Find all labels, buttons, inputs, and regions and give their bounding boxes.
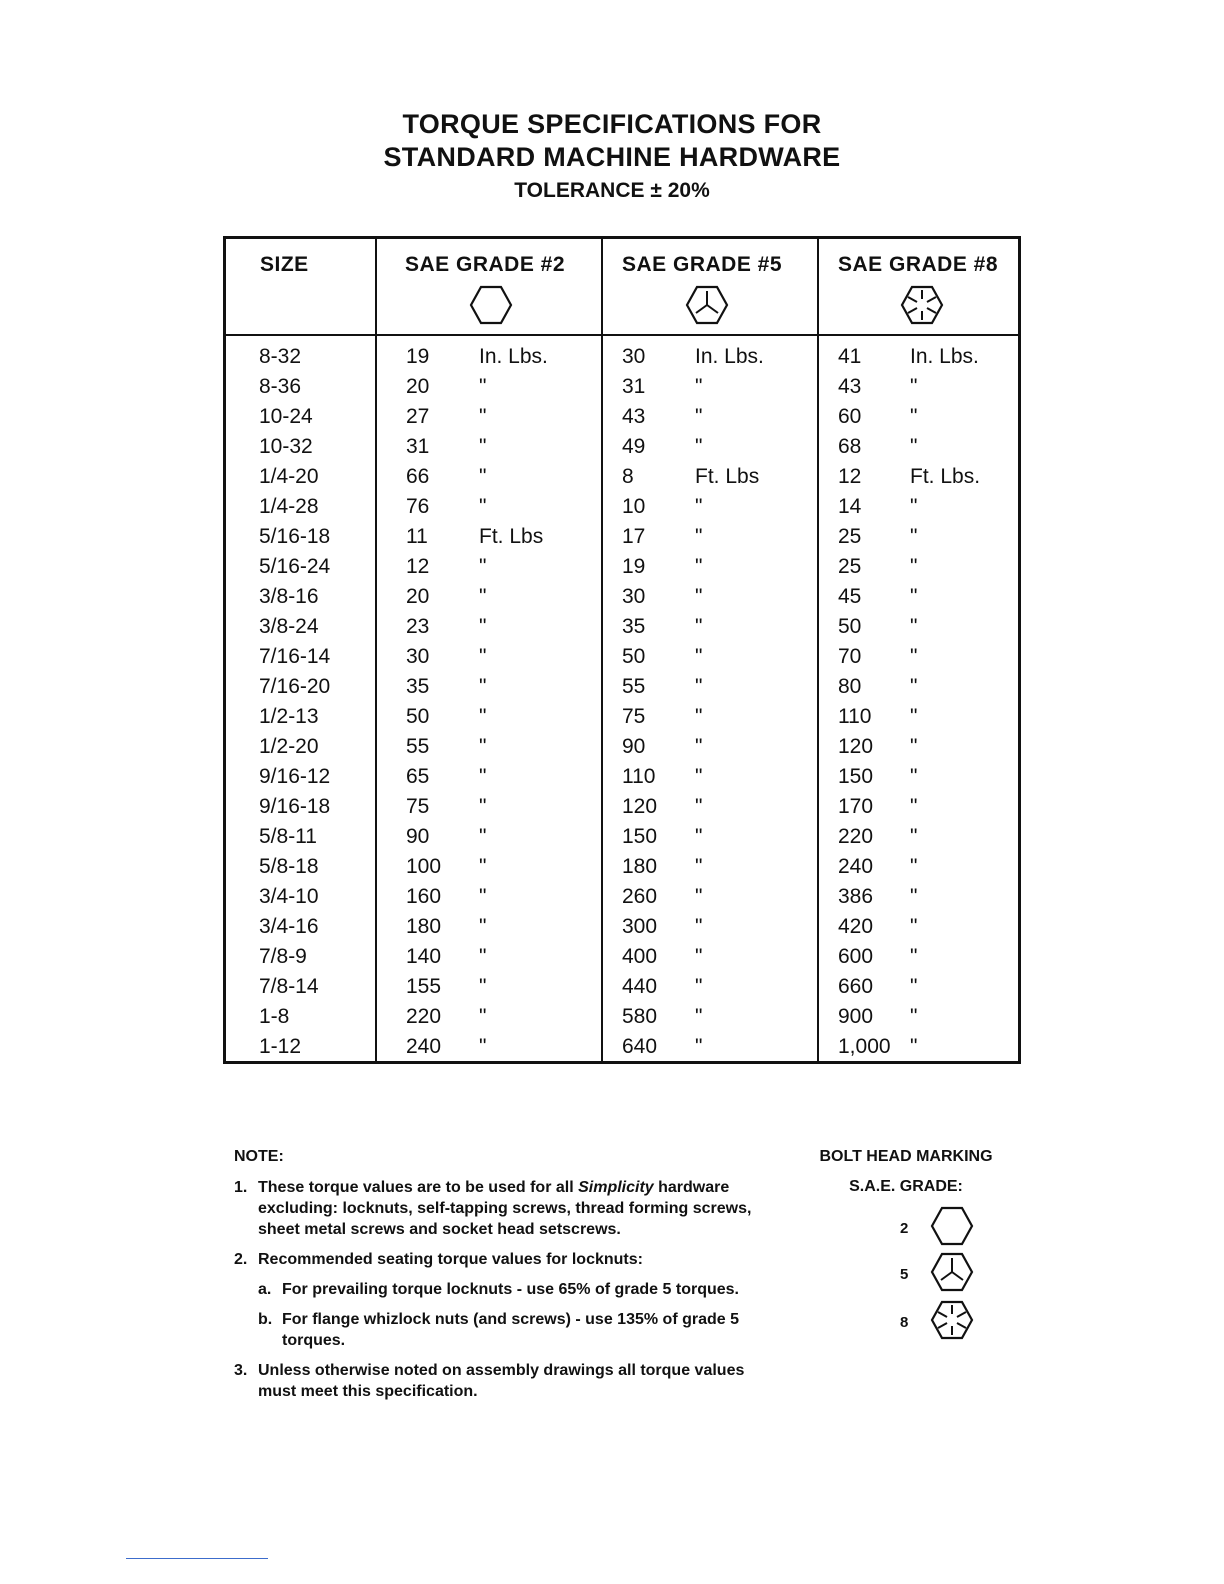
hexagon-three-line-icon: [930, 1252, 974, 1292]
table-row: [226, 794, 1018, 824]
grade-5-value: 580: [622, 1005, 658, 1028]
grade-5-value: 31: [622, 375, 646, 398]
size-cell: 8-36: [259, 375, 302, 398]
size-cell: 10-24: [259, 405, 313, 428]
table-row: [226, 764, 1018, 794]
footer-rule: [126, 1558, 268, 1559]
grade-2-value: 160: [406, 885, 442, 908]
brand-name: Simplicity: [578, 1179, 654, 1196]
note-3: [234, 1360, 774, 1402]
grade-5-unit: ": [695, 645, 703, 668]
grade-8-unit: ": [910, 855, 918, 878]
table-row: [226, 824, 1018, 854]
hexagon-plain-icon: [469, 285, 513, 325]
marking-grade-2: [796, 1206, 1016, 1252]
grade-2-value: 90: [406, 825, 430, 848]
note-number: 1.: [234, 1179, 248, 1196]
grade-8-unit: ": [910, 975, 918, 998]
header-grade-5: SAE GRADE #5: [622, 253, 783, 276]
size-cell: 8-32: [259, 345, 302, 368]
note-number: a.: [258, 1281, 272, 1298]
grade-label: 2: [900, 1220, 909, 1237]
size-cell: 5/16-18: [259, 525, 331, 548]
grade-2-unit: ": [479, 675, 487, 698]
grade-2-value: 20: [406, 585, 430, 608]
grade-8-unit: ": [910, 495, 918, 518]
grade-8-value: 240: [838, 855, 874, 878]
note-number: b.: [258, 1311, 273, 1328]
size-cell: 5/8-11: [259, 825, 317, 848]
table-row: [226, 974, 1018, 1004]
grade-2-unit: Ft. Lbs: [479, 525, 544, 548]
header-grade-2: SAE GRADE #2: [405, 253, 566, 276]
grade-8-unit: ": [910, 885, 918, 908]
hexagon-six-line-icon: [900, 285, 944, 325]
note-number: 2.: [234, 1251, 248, 1268]
grade-5-unit: ": [695, 675, 703, 698]
size-cell: 1-12: [259, 1035, 302, 1058]
table-row: [226, 464, 1018, 494]
grade-5-unit: ": [695, 495, 703, 518]
title-line-2: STANDARD MACHINE HARDWARE: [383, 142, 841, 172]
grade-5-value: 30: [622, 585, 646, 608]
grade-8-unit: ": [910, 585, 918, 608]
marking-grade-8: [796, 1300, 1016, 1346]
size-cell: 3/8-24: [259, 615, 319, 638]
table-row: [226, 854, 1018, 884]
grade-8-unit: ": [910, 915, 918, 938]
size-cell: 9/16-12: [259, 765, 331, 788]
grade-5-value: 43: [622, 405, 646, 428]
notes-heading: NOTE:: [234, 1148, 284, 1165]
grade-8-value: 41: [838, 345, 862, 368]
grade-8-value: 68: [838, 435, 862, 458]
grade-8-value: 120: [838, 735, 874, 758]
grade-8-unit: ": [910, 675, 918, 698]
grade-2-unit: ": [479, 495, 487, 518]
table-row: [226, 404, 1018, 434]
grade-2-unit: ": [479, 885, 487, 908]
size-cell: 7/8-14: [259, 975, 319, 998]
grade-5-value: 30: [622, 345, 646, 368]
grade-8-unit: ": [910, 705, 918, 728]
grade-2-unit: ": [479, 585, 487, 608]
grade-2-unit: ": [479, 615, 487, 638]
grade-8-value: 25: [838, 525, 862, 548]
grade-8-unit: Ft. Lbs.: [910, 465, 981, 488]
grade-5-value: 17: [622, 525, 646, 548]
grade-5-value: 8: [622, 465, 634, 488]
grade-2-unit: In. Lbs.: [479, 345, 548, 368]
grade-2-value: 220: [406, 1005, 442, 1028]
grade-8-unit: ": [910, 555, 918, 578]
grade-8-value: 600: [838, 945, 874, 968]
grade-8-value: 25: [838, 555, 862, 578]
grade-8-value: 660: [838, 975, 874, 998]
table-row: [226, 434, 1018, 464]
hexagon-three-line-icon: [685, 285, 729, 325]
grade-2-value: 100: [406, 855, 442, 878]
size-cell: 3/4-16: [259, 915, 319, 938]
grade-2-value: 65: [406, 765, 430, 788]
note-1: [234, 1177, 774, 1240]
note-text: Unless otherwise noted on assembly drawings all torque values must meet this specification.: [258, 1362, 745, 1400]
size-cell: 1/4-28: [259, 495, 319, 518]
grade-5-unit: ": [695, 525, 703, 548]
table-row: [226, 644, 1018, 674]
header-grade-8: SAE GRADE #8: [838, 253, 999, 276]
table-row: [226, 614, 1018, 644]
size-cell: 3/8-16: [259, 585, 319, 608]
marking-grade-5: [796, 1252, 1016, 1298]
note-2a: [234, 1279, 774, 1300]
grade-5-unit: ": [695, 915, 703, 938]
grade-2-value: 19: [406, 345, 430, 368]
grade-8-value: 45: [838, 585, 862, 608]
grade-2-unit: ": [479, 975, 487, 998]
grade-5-value: 120: [622, 795, 658, 818]
grade-5-value: 300: [622, 915, 658, 938]
grade-8-value: 170: [838, 795, 874, 818]
grade-5-unit: ": [695, 1035, 703, 1058]
grade-8-unit: ": [910, 645, 918, 668]
tolerance-label: TOLERANCE ± 20%: [514, 179, 710, 202]
grade-8-value: 60: [838, 405, 862, 428]
grade-8-value: 14: [838, 495, 862, 518]
grade-5-value: 440: [622, 975, 658, 998]
grade-5-unit: ": [695, 585, 703, 608]
table-row: [226, 734, 1018, 764]
note-2b: [234, 1309, 774, 1351]
table-row: [226, 944, 1018, 974]
size-cell: 1/2-13: [259, 705, 319, 728]
grade-8-value: 12: [838, 465, 862, 488]
grade-8-value: 1,000: [838, 1035, 891, 1058]
grade-5-unit: ": [695, 945, 703, 968]
grade-8-unit: In. Lbs.: [910, 345, 979, 368]
grade-2-value: 75: [406, 795, 430, 818]
marking-subtitle: S.A.E. GRADE:: [849, 1178, 963, 1195]
grade-2-unit: ": [479, 915, 487, 938]
grade-5-unit: ": [695, 1005, 703, 1028]
note-text: These torque values are to be used for all: [258, 1179, 579, 1196]
table-row: [226, 584, 1018, 614]
grade-5-unit: ": [695, 705, 703, 728]
table-row: [226, 524, 1018, 554]
notes-section: [234, 1146, 774, 1411]
grade-2-value: 11: [406, 525, 428, 548]
grade-2-unit: ": [479, 825, 487, 848]
size-cell: 1-8: [259, 1005, 290, 1028]
grade-2-unit: ": [479, 705, 487, 728]
grade-2-value: 23: [406, 615, 430, 638]
grade-2-unit: ": [479, 405, 487, 428]
document-title: [0, 108, 1224, 206]
grade-8-unit: ": [910, 945, 918, 968]
table-row: [226, 554, 1018, 584]
grade-8-unit: ": [910, 405, 918, 428]
size-cell: 9/16-18: [259, 795, 331, 818]
size-cell: 10-32: [259, 435, 313, 458]
grade-2-unit: ": [479, 375, 487, 398]
grade-8-value: 150: [838, 765, 874, 788]
grade-label: 5: [900, 1266, 909, 1283]
table-body: [226, 344, 1018, 1064]
grade-2-value: 50: [406, 705, 430, 728]
size-cell: 1/4-20: [259, 465, 319, 488]
hexagon-six-line-icon: [930, 1300, 974, 1340]
grade-8-value: 220: [838, 825, 874, 848]
grade-8-unit: ": [910, 615, 918, 638]
grade-2-value: 155: [406, 975, 442, 998]
grade-5-unit: ": [695, 615, 703, 638]
bolt-head-marking-legend: [796, 1146, 1016, 1331]
grade-5-value: 180: [622, 855, 658, 878]
grade-5-value: 19: [622, 555, 646, 578]
grade-5-unit: ": [695, 405, 703, 428]
grade-8-unit: ": [910, 1035, 918, 1058]
grade-2-value: 140: [406, 945, 442, 968]
grade-2-value: 20: [406, 375, 430, 398]
grade-8-unit: ": [910, 825, 918, 848]
grade-2-unit: ": [479, 945, 487, 968]
table-row: [226, 374, 1018, 404]
table-header-row: [226, 239, 1018, 336]
table-row: [226, 914, 1018, 944]
grade-8-unit: ": [910, 795, 918, 818]
size-cell: 5/8-18: [259, 855, 319, 878]
grade-2-unit: ": [479, 765, 487, 788]
grade-8-unit: ": [910, 735, 918, 758]
grade-5-unit: ": [695, 735, 703, 758]
grade-5-value: 75: [622, 705, 646, 728]
grade-2-value: 55: [406, 735, 430, 758]
table-row: [226, 1004, 1018, 1034]
grade-2-value: 180: [406, 915, 442, 938]
torque-table: [223, 236, 1021, 1064]
grade-2-value: 31: [406, 435, 430, 458]
grade-5-value: 49: [622, 435, 646, 458]
note-text: hardware excluding: locknuts, self-tapping screws, thread forming screws, sheet metal screws and socket head setscrews.: [258, 1179, 752, 1238]
grade-8-value: 50: [838, 615, 862, 638]
grade-5-unit: ": [695, 375, 703, 398]
grade-8-unit: ": [910, 375, 918, 398]
grade-5-value: 640: [622, 1035, 658, 1058]
grade-5-unit: In. Lbs.: [695, 345, 764, 368]
grade-8-unit: ": [910, 525, 918, 548]
grade-2-unit: ": [479, 555, 487, 578]
grade-8-unit: ": [910, 435, 918, 458]
marking-title: BOLT HEAD MARKING: [819, 1148, 993, 1165]
table-row: [226, 884, 1018, 914]
grade-2-value: 76: [406, 495, 430, 518]
grade-8-value: 43: [838, 375, 862, 398]
grade-5-unit: ": [695, 885, 703, 908]
grade-8-value: 900: [838, 1005, 874, 1028]
grade-5-unit: ": [695, 765, 703, 788]
grade-2-unit: ": [479, 465, 487, 488]
grade-5-value: 50: [622, 645, 646, 668]
hexagon-plain-icon: [930, 1206, 974, 1246]
grade-2-value: 35: [406, 675, 430, 698]
note-text: For flange whizlock nuts (and screws) - use 135% of grade 5 torques.: [282, 1311, 739, 1349]
grade-5-unit: ": [695, 435, 703, 458]
table-row: [226, 344, 1018, 374]
note-2: [234, 1249, 774, 1270]
grade-5-unit: ": [695, 795, 703, 818]
grade-8-value: 80: [838, 675, 862, 698]
grade-8-unit: ": [910, 1005, 918, 1028]
grade-2-value: 66: [406, 465, 430, 488]
table-row: [226, 1034, 1018, 1064]
grade-5-unit: ": [695, 975, 703, 998]
grade-2-unit: ": [479, 735, 487, 758]
grade-8-unit: ": [910, 765, 918, 788]
size-cell: 3/4-10: [259, 885, 319, 908]
grade-2-value: 30: [406, 645, 430, 668]
table-row: [226, 494, 1018, 524]
grade-8-value: 110: [838, 705, 872, 728]
grade-5-value: 55: [622, 675, 646, 698]
grade-5-value: 260: [622, 885, 658, 908]
table-row: [226, 674, 1018, 704]
grade-8-value: 420: [838, 915, 874, 938]
grade-5-value: 10: [622, 495, 646, 518]
grade-2-unit: ": [479, 1035, 487, 1058]
size-cell: 7/16-20: [259, 675, 331, 698]
title-line-1: TORQUE SPECIFICATIONS FOR: [402, 109, 822, 139]
grade-5-value: 110: [622, 765, 656, 788]
size-cell: 7/8-9: [259, 945, 307, 968]
grade-label: 8: [900, 1314, 909, 1331]
note-text: For prevailing torque locknuts - use 65% of grade 5 torques.: [282, 1281, 739, 1298]
grade-5-value: 150: [622, 825, 658, 848]
grade-5-value: 35: [622, 615, 646, 638]
note-number: 3.: [234, 1362, 248, 1379]
note-text: Recommended seating torque values for locknuts:: [258, 1251, 643, 1268]
grade-8-value: 70: [838, 645, 862, 668]
grade-2-value: 12: [406, 555, 430, 578]
grade-2-value: 27: [406, 405, 430, 428]
grade-2-value: 240: [406, 1035, 442, 1058]
grade-5-unit: ": [695, 855, 703, 878]
grade-2-unit: ": [479, 645, 487, 668]
grade-2-unit: ": [479, 435, 487, 458]
size-cell: 7/16-14: [259, 645, 331, 668]
header-size: SIZE: [260, 253, 309, 276]
grade-5-unit: ": [695, 825, 703, 848]
size-cell: 1/2-20: [259, 735, 319, 758]
table-row: [226, 704, 1018, 734]
grade-8-value: 386: [838, 885, 874, 908]
grade-5-unit: ": [695, 555, 703, 578]
grade-5-value: 400: [622, 945, 658, 968]
grade-2-unit: ": [479, 795, 487, 818]
grade-2-unit: ": [479, 855, 487, 878]
grade-5-unit: Ft. Lbs: [695, 465, 760, 488]
grade-5-value: 90: [622, 735, 646, 758]
grade-2-unit: ": [479, 1005, 487, 1028]
size-cell: 5/16-24: [259, 555, 331, 578]
